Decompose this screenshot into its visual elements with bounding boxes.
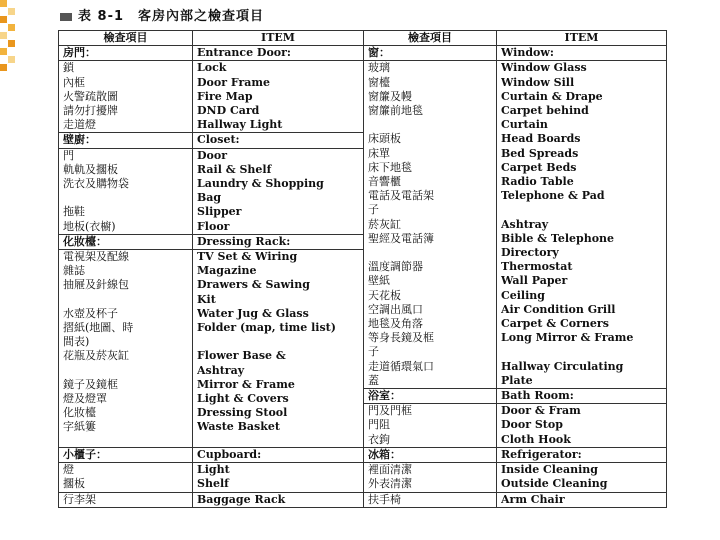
cell-line <box>63 364 188 378</box>
zh-cell <box>59 61 193 133</box>
cell-line: Carpet behind <box>501 104 589 118</box>
cell-line: Door Stop <box>501 418 563 432</box>
cell-line: 浴室： <box>368 389 401 403</box>
table-header-row <box>59 31 667 46</box>
cell-line: Light <box>197 463 230 477</box>
cell-line: 雜誌 <box>63 264 85 278</box>
cell-line: Closet: <box>197 133 240 147</box>
en-cell <box>193 250 364 448</box>
cell-line: Ceiling <box>501 288 545 302</box>
en-cell <box>497 389 667 404</box>
header-check-item-right: 檢查項目 <box>364 31 497 46</box>
cell-line: Outside Cleaning <box>501 477 608 491</box>
zh-cell <box>59 148 193 234</box>
cell-line: 燈 <box>63 463 74 477</box>
cell-line: Window Sill <box>501 75 575 89</box>
cell-line: 電視架及配線 <box>63 250 129 264</box>
cell-line <box>368 118 492 132</box>
zh-cell <box>364 463 497 492</box>
cell-line: Ashtray <box>501 217 549 231</box>
cell-line: 溫度調節器 <box>368 260 423 274</box>
cell-line: Directory <box>501 246 559 260</box>
cell-line: Water Jug & Glass <box>197 306 309 320</box>
cell-line: 天花板 <box>368 288 401 302</box>
cell-line: 鏡子及鏡框 <box>63 377 118 391</box>
cell-line: Dressing Rack: <box>197 234 291 248</box>
cell-line: 鎖 <box>63 61 74 75</box>
zh-cell <box>59 250 193 448</box>
en-cell <box>497 463 667 492</box>
cell-line: 床下地毯 <box>368 160 412 174</box>
cell-line: Door Frame <box>197 75 271 89</box>
cell-line: Folder (map, time list) <box>197 321 336 335</box>
header-check-item-left: 檢查項目 <box>59 31 193 46</box>
cell-line: 電話及電話架 <box>368 189 434 203</box>
zh-cell <box>364 61 497 389</box>
cell-line: Plate <box>501 373 533 387</box>
cell-line: 菸灰缸 <box>368 217 401 231</box>
cell-line <box>501 345 662 359</box>
cell-line <box>368 246 492 260</box>
cell-line: 蓋 <box>368 373 379 387</box>
cell-line: 外表清潔 <box>368 477 412 491</box>
cell-line: Bag <box>197 191 222 205</box>
zh-cell <box>59 492 193 507</box>
cell-line: Entrance Door: <box>197 46 291 60</box>
cell-line: Laundry & Shopping <box>197 177 324 191</box>
cell-line: Door <box>197 148 228 162</box>
en-cell <box>193 447 364 462</box>
cell-line: Waste Basket <box>197 420 280 434</box>
header-item-left: ITEM <box>193 31 364 46</box>
cell-line: 壁廚： <box>63 133 96 147</box>
cell-line: Carpet & Corners <box>501 317 609 331</box>
cell-line: 扶手椅 <box>368 492 401 506</box>
cell-line: Rail & Shelf <box>197 162 272 176</box>
cell-line: Thermostat <box>501 260 573 274</box>
table-row <box>59 463 667 492</box>
title-bullet-icon <box>60 13 72 21</box>
cell-line: 子 <box>368 345 379 359</box>
cell-line: 小櫃子： <box>63 447 107 461</box>
cell-line: 化妝檯 <box>63 406 96 420</box>
en-cell <box>497 61 667 389</box>
cell-line: 門阻 <box>368 418 390 432</box>
cell-line <box>63 293 188 307</box>
zh-cell <box>59 133 193 148</box>
table-row <box>59 447 667 462</box>
cell-line: Arm Chair <box>501 492 565 506</box>
cell-line: Ashtray <box>197 363 245 377</box>
cell-line: 窗檯 <box>368 75 390 89</box>
en-cell <box>193 46 364 61</box>
cell-line: Carpet Beds <box>501 160 577 174</box>
cell-line: Inside Cleaning <box>501 463 598 477</box>
en-cell <box>193 133 364 148</box>
cell-line: Bed Spreads <box>501 146 579 160</box>
cell-line: Magazine <box>197 264 257 278</box>
cell-line <box>501 203 662 217</box>
cell-line: 軌軌及擱板 <box>63 162 118 176</box>
zh-cell <box>364 492 497 507</box>
cell-line: Long Mirror & Frame <box>501 331 634 345</box>
cell-line: Refrigerator: <box>501 447 582 461</box>
cell-line: Flower Base & <box>197 349 286 363</box>
cell-line: 窗簾前地毯 <box>368 104 423 118</box>
cell-line: Wall Paper <box>501 274 568 288</box>
cell-line: 化妝檯： <box>63 234 107 248</box>
zh-cell <box>59 447 193 462</box>
cell-line <box>63 191 188 205</box>
cell-line: Window: <box>501 46 554 60</box>
cell-line: Cloth Hook <box>501 432 571 446</box>
cell-line: 行李架 <box>63 492 96 506</box>
cell-line: 摺紙(地圖、時 <box>63 321 134 335</box>
cell-line: 內框 <box>63 75 85 89</box>
cell-line: Fire Map <box>197 89 253 103</box>
cell-line: 玻璃 <box>368 61 390 75</box>
cell-line: Window Glass <box>501 61 587 75</box>
cell-line: 空調出風口 <box>368 302 423 316</box>
en-cell <box>193 148 364 234</box>
cell-line: Radio Table <box>501 175 574 189</box>
cell-line: 擱板 <box>63 477 85 491</box>
zh-cell <box>59 463 193 492</box>
cell-line: 拖鞋 <box>63 205 85 219</box>
zh-cell <box>59 46 193 61</box>
header-item-right: ITEM <box>497 31 667 46</box>
cell-line: 地板(衣櫥) <box>63 219 116 233</box>
cell-line: 請勿打擾牌 <box>63 104 118 118</box>
cell-line: 等身長鏡及框 <box>368 331 434 345</box>
cell-line: Baggage Rack <box>197 492 286 506</box>
cell-line: 字紙簍 <box>63 420 96 434</box>
cell-line: 門及門框 <box>368 404 412 418</box>
cell-line: Light & Covers <box>197 392 289 406</box>
en-cell <box>497 492 667 507</box>
zh-cell <box>364 404 497 448</box>
cell-line: Kit <box>197 292 216 306</box>
table-row <box>59 61 667 133</box>
cell-line: Head Boards <box>501 132 581 146</box>
inspection-table <box>58 30 667 508</box>
en-cell <box>497 404 667 448</box>
zh-cell <box>364 46 497 61</box>
cell-line: DND Card <box>197 104 260 118</box>
cell-line: Door & Fram <box>501 404 581 418</box>
cell-line: 壁紙 <box>368 274 390 288</box>
cell-line: 床頭板 <box>368 132 401 146</box>
cell-line: 裡面清潔 <box>368 463 412 477</box>
cell-line: 門 <box>63 148 74 162</box>
en-cell <box>193 234 364 249</box>
cell-line: Lock <box>197 61 227 75</box>
cell-line: 子 <box>368 203 379 217</box>
zh-cell <box>59 234 193 249</box>
cell-line: 燈及燈罩 <box>63 392 107 406</box>
cell-line: Air Condition Grill <box>501 302 616 316</box>
en-cell <box>497 46 667 61</box>
en-cell <box>193 492 364 507</box>
cell-line: 間表) <box>63 335 90 349</box>
cell-line: Slipper <box>197 205 242 219</box>
cell-line: Dressing Stool <box>197 406 288 420</box>
cell-line: 冰箱： <box>368 447 401 461</box>
cell-line: Bath Room: <box>501 389 574 403</box>
cell-line: 窗簾及幔 <box>368 89 412 103</box>
cell-line: TV Set & Wiring <box>197 250 298 264</box>
zh-cell <box>364 389 497 404</box>
table-title <box>60 5 264 24</box>
cell-line: 走道循環氣口 <box>368 359 434 373</box>
en-cell <box>193 61 364 133</box>
en-cell <box>497 447 667 462</box>
zh-cell <box>364 447 497 462</box>
cell-line: 抽屜及針線包 <box>63 278 129 292</box>
cell-line: 火警疏散圖 <box>63 89 118 103</box>
cell-line: 窗： <box>368 46 390 60</box>
cell-line: Hallway Light <box>197 118 283 132</box>
cell-line: 床單 <box>368 146 390 160</box>
cell-line: Cupboard: <box>197 447 262 461</box>
cell-line: Drawers & Sawing <box>197 278 310 292</box>
cell-line: Bible & Telephone <box>501 231 615 245</box>
cell-line: Shelf <box>197 477 229 491</box>
cell-line: 音響櫃 <box>368 175 401 189</box>
cell-line: Floor <box>197 219 230 233</box>
cell-line: 聖經及電話簿 <box>368 231 434 245</box>
table-row <box>59 492 667 507</box>
cell-line: Curtain & Drape <box>501 89 603 103</box>
cell-line: 走道燈 <box>63 118 96 132</box>
inspection-table-scan <box>58 30 666 520</box>
cell-line: Hallway Circulating <box>501 359 624 373</box>
cell-line: 衣鉤 <box>368 432 390 446</box>
cell-line: 洗衣及購物袋 <box>63 177 129 191</box>
corner-decoration <box>0 0 16 90</box>
en-cell <box>193 463 364 492</box>
cell-line: 地毯及角落 <box>368 317 423 331</box>
cell-line: 花瓶及菸灰缸 <box>63 349 129 363</box>
table-title-text: 表 8-1 客房內部之檢查項目 <box>78 9 265 24</box>
table-row <box>59 46 667 61</box>
cell-line: Curtain <box>501 118 548 132</box>
cell-line: Mirror & Frame <box>197 377 295 391</box>
cell-line <box>197 335 359 349</box>
cell-line: Telephone & Pad <box>501 189 605 203</box>
cell-line: 水壺及杯子 <box>63 306 118 320</box>
cell-line: 房門： <box>63 46 96 60</box>
